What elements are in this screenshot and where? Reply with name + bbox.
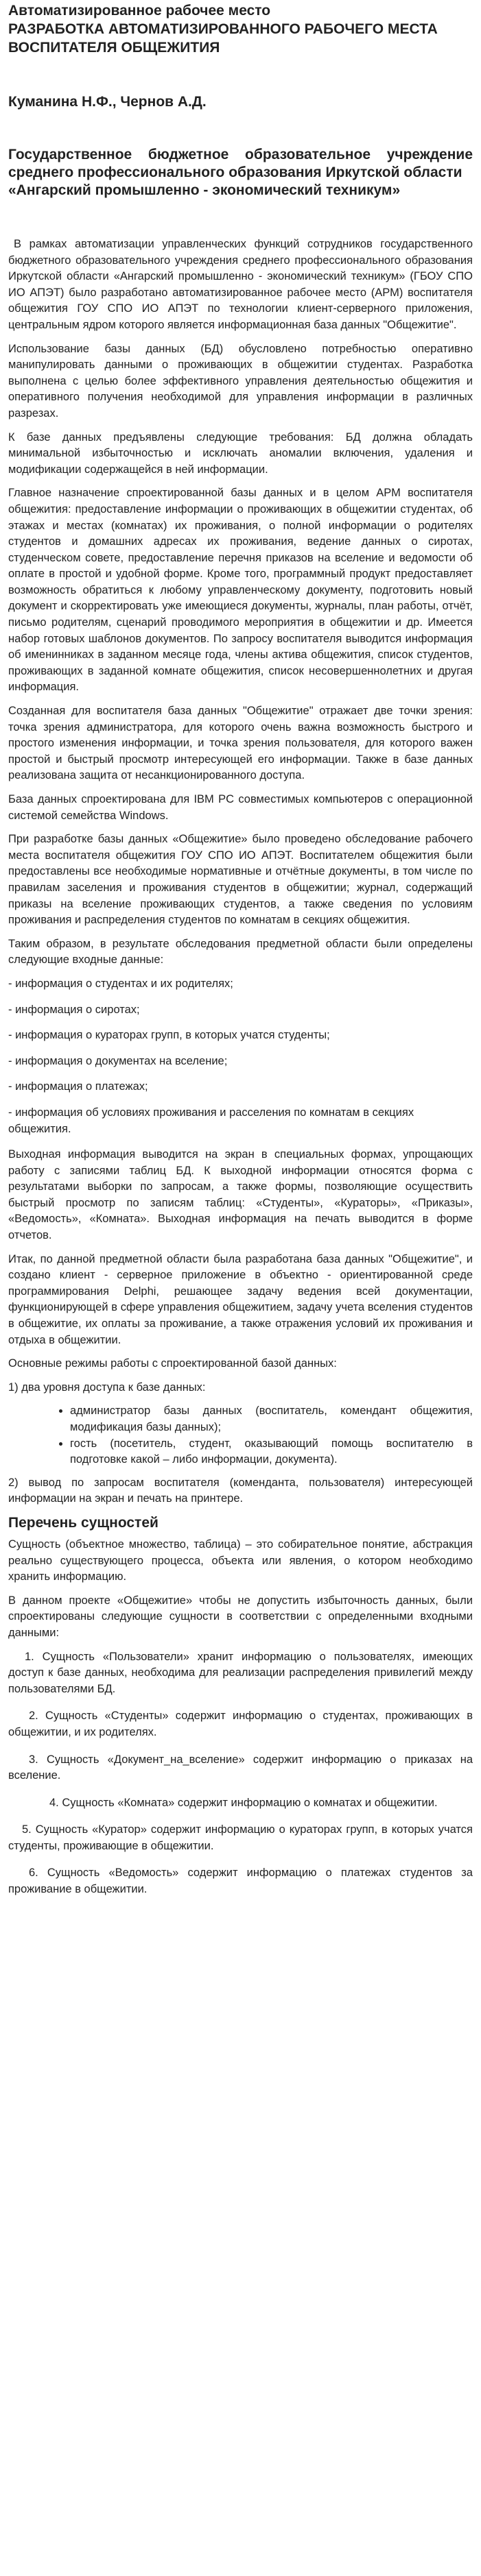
- paragraph: Сущность (объектное множество, таблица) – это собирательное понятие, абстракция реально существующего процесса, объекта или явления, о котором необходимо хранить информацию.: [8, 1538, 473, 1583]
- list-item: 1. Сущность «Пользователи» хранит информацию о пользователях, имеющих доступ к базе данных, необходима для реализации распределения привилегий между пользователями БД.: [8, 1650, 473, 1695]
- doc-main-title: РАЗРАБОТКА АВТОМАТИЗИРОВАННОГО РАБОЧЕГО МЕСТА ВОСПИТАТЕЛЯ ОБЩЕЖИТИЯ: [8, 21, 438, 56]
- paragraph: Основные режимы работы с спроектированной базой данных:: [8, 1357, 337, 1370]
- paragraph: Главное назначение спроектированной базы данных и в целом АРМ воспитателя общежития: предоставление информации о проживающих в общежитии студентах, об этажах и местах (комнатах) их проживания, о полной информации о родителях студентов и домашних адресах их проживания, ведение данных о сиротах, студенческом совете, предоставление перечня приказов на вселение и ведомости об оплате в простой и удобной форме. Кроме того, программный продукт предоставляет возможность обратиться к любому управленческому документу, подготовить новый документ и скорректировать уже имеющиеся документы, журналы, план работы, отчёт, письмо родителям, сценарий проводимого мероприятия в общежитии и др. Имеется набор готовых шаблонов документов. По запросу воспитателя выводится информация об именинниках в заданном месяце года, члены актива общежития, список студентов, проживающих в заданной комнате общежития, список несовершеннолетних и другая информация.: [8, 487, 473, 694]
- list-item: • гость (посетитель, студент, оказывающий помощь воспитателю в подготовке какой – либо информации, документа).: [70, 1436, 473, 1468]
- entities-list: [8, 1649, 473, 1898]
- paragraph: Итак, по данной предметной области была разработана база данных "Общежитие", и создано клиент - серверное приложение в объектно - ориентированной среде программирования Delphi, решающее задачу ведения всей документации, функционирующей в сфере управления общежитием, задачу учета вселения студентов в общежитие, их оплаты за проживание, а также отражения условий их проживания и отдыха в общежитии.: [8, 1252, 473, 1346]
- list-item: 5. Сущность «Куратор» содержит информацию о кураторах групп, в которых учатся студенты, проживающие в общежитии.: [8, 1823, 473, 1852]
- list-item: 2. Сущность «Студенты» содержит информацию о студентах, проживающих в общежитии, и их родителях.: [8, 1710, 473, 1738]
- input-data-list: [8, 976, 473, 1137]
- list-item: - информация о студентах и их родителях;: [8, 977, 233, 990]
- access-levels-list: [8, 1403, 473, 1468]
- list-item: - информация об условиях проживания и расселения по комнатам в секциях общежития.: [8, 1106, 414, 1135]
- section-heading: Перечень сущностей: [8, 1514, 159, 1531]
- authors: Куманина Н.Ф., Чернов А.Д.: [8, 94, 207, 110]
- organization-name: «Ангарский промышленно - экономический техникум»: [8, 182, 401, 198]
- list-item: 3. Сущность «Документ_на_вселение» содержит информацию о приказах на вселение.: [8, 1753, 473, 1782]
- paragraph: Созданная для воспитателя база данных "Общежитие" отражает две точки зрения: точка зрения администратора, для которого очень важна возможность быстрого и простого изменения информации, и точка зрения пользователя, для которого важен простой и быстрый просмотр интересующей его информации. Также в базе данных реализована защита от несанкционированного доступа.: [8, 705, 473, 782]
- list-item: 4. Сущность «Комната» содержит информацию о комнатах и общежитии.: [49, 1796, 438, 1809]
- paragraph: В данном проекте «Общежитие» чтобы не допустить избыточность данных, были спроектированы следующие сущности в соответствии с определенными входными данными:: [8, 1594, 473, 1639]
- paragraph: В рамках автоматизации управленческих функций сотрудников государственного бюджетного образовательного учреждения среднего профессионального образования Иркутской области «Ангарский промышленно - экономический техникум» (ГБОУ СПО ИО АПЭТ) было разработано автоматизированное рабочее место (АРМ) воспитателя общежития ГОУ СПО ИО АПЭТ по технологии клиент-серверного приложения, центральным ядром которого является информационная база данных "Общежитие".: [8, 238, 473, 331]
- paragraph: К базе данных предъявлены следующие требования: БД должна обладать минимальной избыточностью и исключать аномалии включения, удаления и модификации содержащейся в ней информации.: [8, 430, 473, 476]
- paragraph: Выходная информация выводится на экран в специальных формах, упрощающих работу с записями таблиц БД. К выходной информации относятся форма с результатами выборки по запросам, а также формы, позволяющие осуществить быстрый просмотр по записям таблиц: «Студенты», «Кураторы», «Приказы», «Ведомость», «Комната». Выходная информация на печать выводится в форме отчетов.: [8, 1148, 473, 1242]
- list-item: • администратор базы данных (воспитатель, комендант общежития, модификация базы данных);: [70, 1403, 473, 1435]
- list-item: 6. Сущность «Ведомость» содержит информацию о платежах студентов за проживание в общежитии.: [8, 1867, 473, 1896]
- paragraph: Таким образом, в результате обследования предметной области были определены следующие входные данные:: [8, 937, 473, 967]
- paragraph: При разработке базы данных «Общежитие» было проведено обследование рабочего места воспитателя общежития ГОУ СПО ИО АПЭТ. Воспитателем общежития были предоставлены все необходимые нормативные и отчётные документы, в том числе по правилам заселения и проживания студентов в общежитии; журнал, содержащий приказы на вселение проживающих студентов, а также сведения по условиям проживания и распределения студентов по комнатам в секциях общежития.: [8, 833, 473, 927]
- organization-line: Государственное бюджетное образовательное учреждение среднего профессионального образования Иркутской области: [8, 147, 473, 180]
- organization: [8, 146, 473, 199]
- list-item: - информация о документах на вселение;: [8, 1054, 228, 1067]
- paragraph: 2) вывод по запросам воспитателя (коменданта, пользователя) интересующей информации на экран и печать на принтере.: [8, 1476, 473, 1505]
- list-item: - информация о сиротах;: [8, 1003, 140, 1016]
- paragraph: 1) два уровня доступа к базе данных:: [8, 1381, 206, 1394]
- doc-category-title: Автоматизированное рабочее место: [8, 3, 271, 19]
- document-page: [0, 1, 481, 1898]
- list-item: - информация о платежах;: [8, 1080, 148, 1093]
- paragraph: База данных спроектирована для IBM PC совместимых компьютеров с операционной системой семейства Windows.: [8, 793, 473, 822]
- list-item: - информация о кураторах групп, в которых учатся студенты;: [8, 1029, 330, 1042]
- paragraph: Использование базы данных (БД) обусловлено потребностью оперативно манипулировать данными о проживающих в общежитии студентах. Разработка выполнена с целью более эффективного управления деятельностью общежития и оперативного получения необходимой для управления информации в различных разрезах.: [8, 342, 473, 420]
